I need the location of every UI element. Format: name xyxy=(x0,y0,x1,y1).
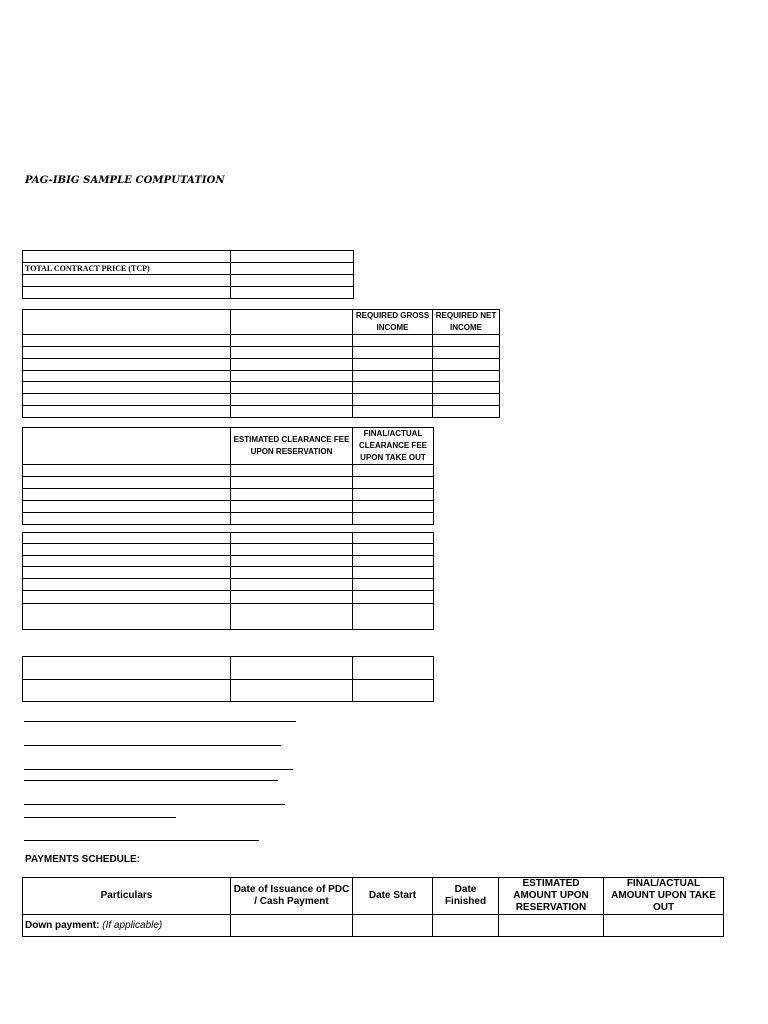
required-gross-income-header: REQUIRED GROSS INCOME xyxy=(353,310,433,335)
table-cell xyxy=(231,275,354,287)
table-row xyxy=(23,465,434,477)
table-row xyxy=(23,347,500,359)
table-row xyxy=(23,657,434,680)
down-payment-cell xyxy=(23,915,231,937)
table-row xyxy=(23,501,434,513)
table-cell xyxy=(23,310,231,335)
underline xyxy=(24,769,293,770)
final-amount-header: FINAL/ACTUAL AMOUNT UPON TAKE OUT xyxy=(604,878,724,915)
document-title: PAG-IBIG SAMPLE COMPUTATION xyxy=(25,175,225,186)
underline xyxy=(24,721,296,722)
totals-table xyxy=(22,656,434,702)
clearance-table xyxy=(22,427,434,525)
particulars-header: Particulars xyxy=(23,878,231,915)
tcp-table xyxy=(22,250,354,299)
table-row xyxy=(23,680,434,702)
table-row xyxy=(23,371,500,382)
fees-table xyxy=(22,532,434,630)
table-row xyxy=(23,359,500,371)
table-row xyxy=(23,604,434,630)
table-row xyxy=(23,335,500,347)
table-row xyxy=(23,544,434,556)
tcp-label: TOTAL CONTRACT PRICE (TCP) xyxy=(23,263,231,275)
underline xyxy=(24,817,176,818)
date-start-header: Date Start xyxy=(353,878,433,915)
estimated-amount-header: ESTIMATED AMOUNT UPON RESERVATION xyxy=(499,878,604,915)
underline xyxy=(24,780,278,781)
table-cell xyxy=(231,310,353,335)
table-row xyxy=(23,533,434,544)
down-payment-label: Down payment: xyxy=(25,920,100,931)
table-cell xyxy=(231,287,354,299)
table-row xyxy=(23,591,434,604)
table-cell xyxy=(23,251,231,263)
income-table xyxy=(22,309,500,418)
table-row xyxy=(23,489,434,501)
table-row xyxy=(23,406,500,418)
payments-table xyxy=(22,877,724,937)
underline xyxy=(24,745,281,746)
table-row xyxy=(23,567,434,579)
date-issuance-header: Date of Issuance of PDC / Cash Payment xyxy=(231,878,353,915)
table-cell xyxy=(231,251,354,263)
table-cell xyxy=(23,275,231,287)
date-finished-header: Date Finished xyxy=(433,878,499,915)
tcp-value-cell xyxy=(231,263,354,275)
table-row xyxy=(23,915,724,937)
table-row xyxy=(23,556,434,567)
table-row xyxy=(23,477,434,489)
underline xyxy=(24,840,259,841)
table-row xyxy=(23,579,434,591)
estimated-clearance-fee-header: ESTIMATED CLEARANCE FEE UPON RESERVATION xyxy=(231,428,353,465)
table-cell xyxy=(23,428,231,465)
table-row xyxy=(23,513,434,525)
payments-schedule-title: PAYMENTS SCHEDULE: xyxy=(25,854,141,865)
final-clearance-fee-header: FINAL/ACTUAL CLEARANCE FEE UPON TAKE OUT xyxy=(353,428,434,465)
required-net-income-header: REQUIRED NET INCOME xyxy=(433,310,500,335)
underline xyxy=(24,804,285,805)
table-row xyxy=(23,394,500,406)
table-row xyxy=(23,382,500,394)
table-cell xyxy=(23,287,231,299)
down-payment-note: (If applicable) xyxy=(102,920,163,931)
